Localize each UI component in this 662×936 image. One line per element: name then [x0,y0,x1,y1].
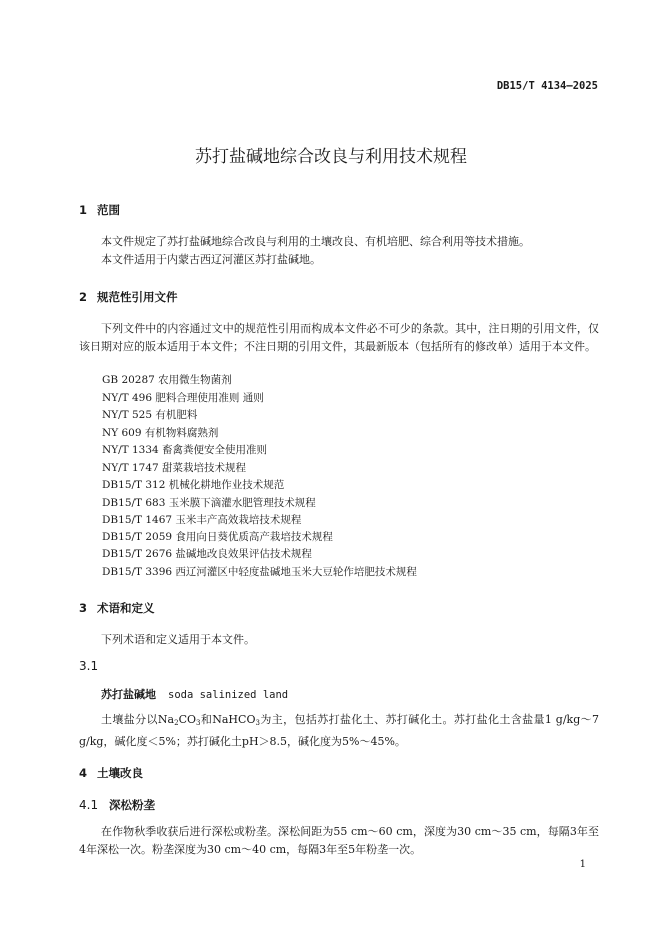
reference-item: NY 609 有机物料腐熟剂 [102,427,219,439]
reference-item: DB15/T 1467 玉米丰产高效栽培技术规程 [102,514,302,526]
reference-item: DB15/T 312 机械化耕地作业技术规范 [102,479,285,491]
section-number: 2 [79,290,88,304]
standard-number: DB15/T 4134—2025 [496,80,598,92]
document-title: 苏打盐碱地综合改良与利用技术规程 [195,147,467,167]
reference-item: DB15/T 3396 西辽河灌区中轻度盐碱地玉米大豆轮作培肥技术规程 [102,566,417,578]
section-number: 4 [79,766,88,780]
definition-text: 和NaHCO [200,713,256,726]
definition-text: CO [178,713,197,726]
section-1-heading [79,202,120,218]
term-english: soda salinized land [168,689,289,701]
subsection-number: 3.1 [79,659,99,673]
section-title: 术语和定义 [97,601,155,615]
reference-item: NY/T 525 有机肥料 [102,409,198,421]
reference-item: NY/T 1747 甜菜栽培技术规程 [102,462,247,474]
scope-paragraph-1: 本文件规定了苏打盐碱地综合改良与利用的土壤改良、有机培肥、综合利用等技术措施。 [101,235,530,248]
section-2-heading [79,289,178,305]
section-title: 规范性引用文件 [97,290,178,304]
section-3-heading [79,600,155,616]
term-chinese: 苏打盐碱地 [101,688,156,701]
terms-intro: 下列术语和定义适用于本文件。 [101,633,255,646]
subsection-title: 深松粉垄 [109,798,155,812]
reference-item: DB15/T 2676 盐碱地改良效果评估技术规程 [102,548,312,560]
subsoiling-paragraph: 在作物秋季收获后进行深松或粉垄。深松间距为55 cm～60 cm，深度为30 cm～35 cm，每隔3年至4年深松一次。粉垄深度为30 cm～40 cm，每隔3年至5年粉垄一次。 [79,825,599,856]
section-number: 1 [79,203,88,217]
subscript: 3 [196,719,201,727]
reference-item: GB 20287 农用微生物菌剂 [102,374,232,386]
reference-item: NY/T 1334 畜禽粪便安全使用准则 [102,444,268,456]
definition-text: 土壤盐分以Na [101,713,175,726]
subscript: 2 [174,719,179,727]
scope-paragraph-2: 本文件适用于内蒙古西辽河灌区苏打盐碱地。 [101,253,321,266]
subsection-4-1-heading [79,797,155,813]
term-definition [79,711,599,750]
subsection-number: 4.1 [79,798,99,812]
section-title: 范围 [97,203,120,217]
reference-item: NY/T 496 肥料合理使用准则 通则 [102,392,264,404]
reference-item: DB15/T 2059 食用向日葵优质高产栽培技术规程 [102,531,333,543]
references-intro: 下列文件中的内容通过文中的规范性引用而构成本文件必不可少的条款。其中，注日期的引用文件，仅该日期对应的版本适用于本文件；不注日期的引用文件，其最新版本（包括所有的修改单）适用于本文件。 [79,322,599,353]
subscript: 3 [255,719,260,727]
section-title: 土壤改良 [97,766,143,780]
section-number: 3 [79,601,88,615]
reference-item: DB15/T 683 玉米膜下滴灌水肥管理技术规程 [102,497,316,509]
page-number: 1 [579,859,586,870]
definition-text: 为主，包括苏打盐化土、苏打碱化土。苏打盐化土含盐量1 g/kg～7 g/kg，碱化度＜5%；苏打碱化土pH＞8.5，碱化度为5%～45%。 [79,713,599,748]
section-4-heading [79,765,143,781]
term-entry [101,686,288,702]
